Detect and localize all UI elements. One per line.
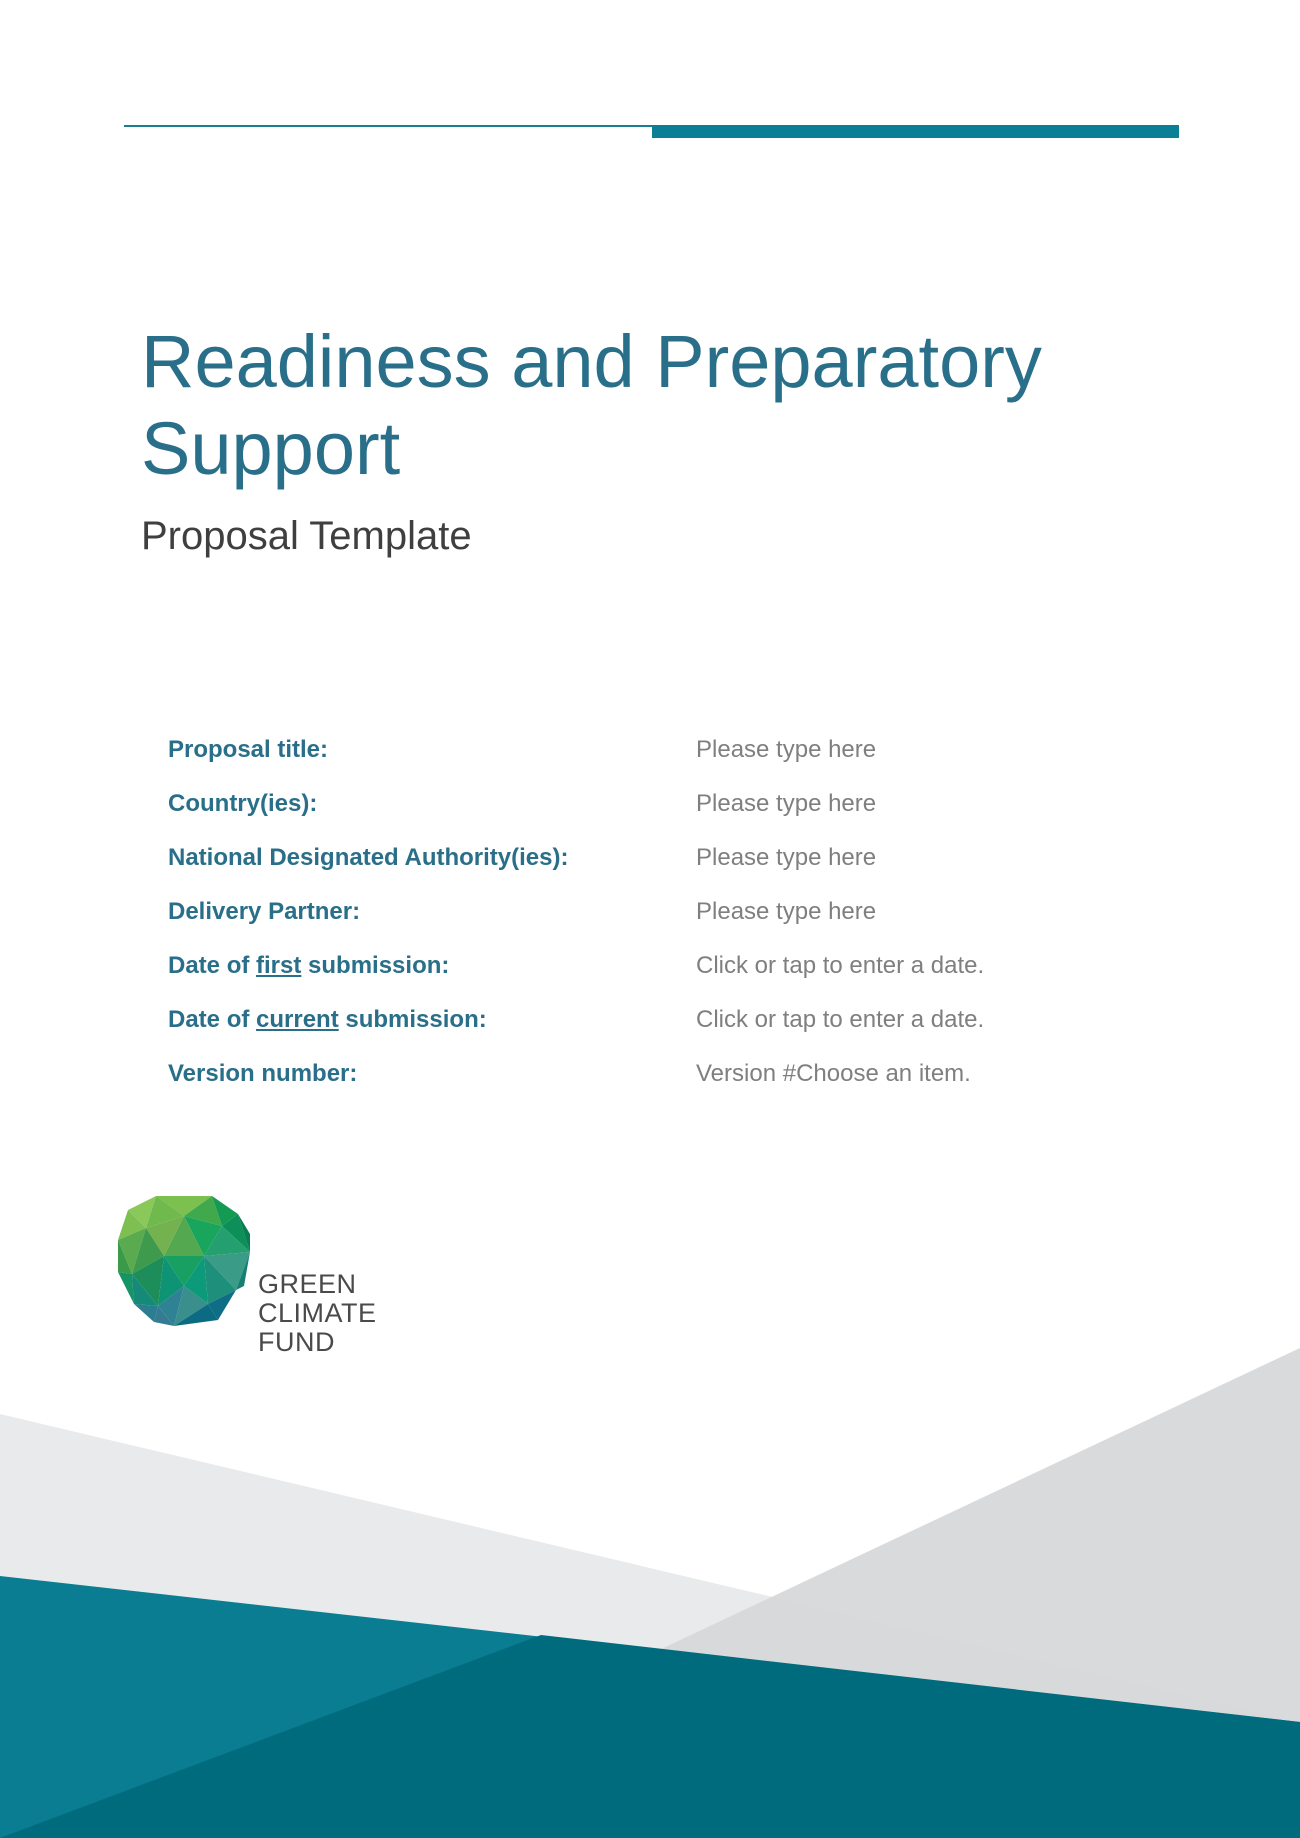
logo-text-climate: CLIMATE — [258, 1298, 377, 1328]
decorative-background-shapes — [0, 1340, 1300, 1838]
version-number-label: Version number: — [168, 1060, 358, 1087]
first-submission-label-post: submission: — [301, 952, 450, 979]
header-rule-thin — [124, 125, 652, 127]
logo-text-green: GREEN — [258, 1269, 357, 1299]
current-submission-label-post: submission: — [338, 1006, 487, 1033]
current-submission-label — [168, 1006, 696, 1034]
countries-label: Country(ies): — [168, 790, 318, 817]
nda-input[interactable]: Please type here — [696, 844, 877, 871]
proposal-title-label: Proposal title: — [168, 736, 329, 763]
current-submission-date-picker[interactable]: Click or tap to enter a date. — [696, 1006, 985, 1033]
field-row-nda — [168, 831, 1068, 885]
version-number-dropdown[interactable]: Version #Choose an item. — [696, 1060, 971, 1087]
proposal-title-input[interactable]: Please type here — [696, 736, 877, 763]
field-row-delivery-partner — [168, 885, 1068, 939]
first-submission-date-picker[interactable]: Click or tap to enter a date. — [696, 952, 985, 979]
delivery-partner-input[interactable]: Please type here — [696, 898, 877, 925]
document-subtitle: Proposal Template — [141, 514, 472, 558]
nda-label: National Designated Authority(ies): — [168, 844, 569, 871]
green-climate-fund-logo — [118, 1194, 378, 1360]
document-title: Readiness and Preparatory Support — [141, 320, 1042, 490]
countries-input[interactable]: Please type here — [696, 790, 877, 817]
first-submission-label-pre: Date of — [168, 952, 257, 979]
delivery-partner-label: Delivery Partner: — [168, 898, 361, 925]
header-rule-thick — [652, 125, 1179, 138]
geodesic-globe-icon — [118, 1194, 250, 1326]
field-row-first-submission — [168, 939, 1068, 993]
field-row-proposal-title — [168, 723, 1068, 777]
field-row-version-number — [168, 1047, 1068, 1101]
logo-text-fund: FUND — [258, 1327, 335, 1357]
field-row-current-submission — [168, 993, 1068, 1047]
current-submission-label-pre: Date of — [168, 1006, 257, 1033]
field-row-countries — [168, 777, 1068, 831]
current-submission-label-underlined: current — [256, 1006, 339, 1033]
proposal-info-fields — [168, 723, 1068, 1101]
first-submission-label-underlined: first — [256, 952, 302, 979]
first-submission-label — [168, 952, 696, 980]
